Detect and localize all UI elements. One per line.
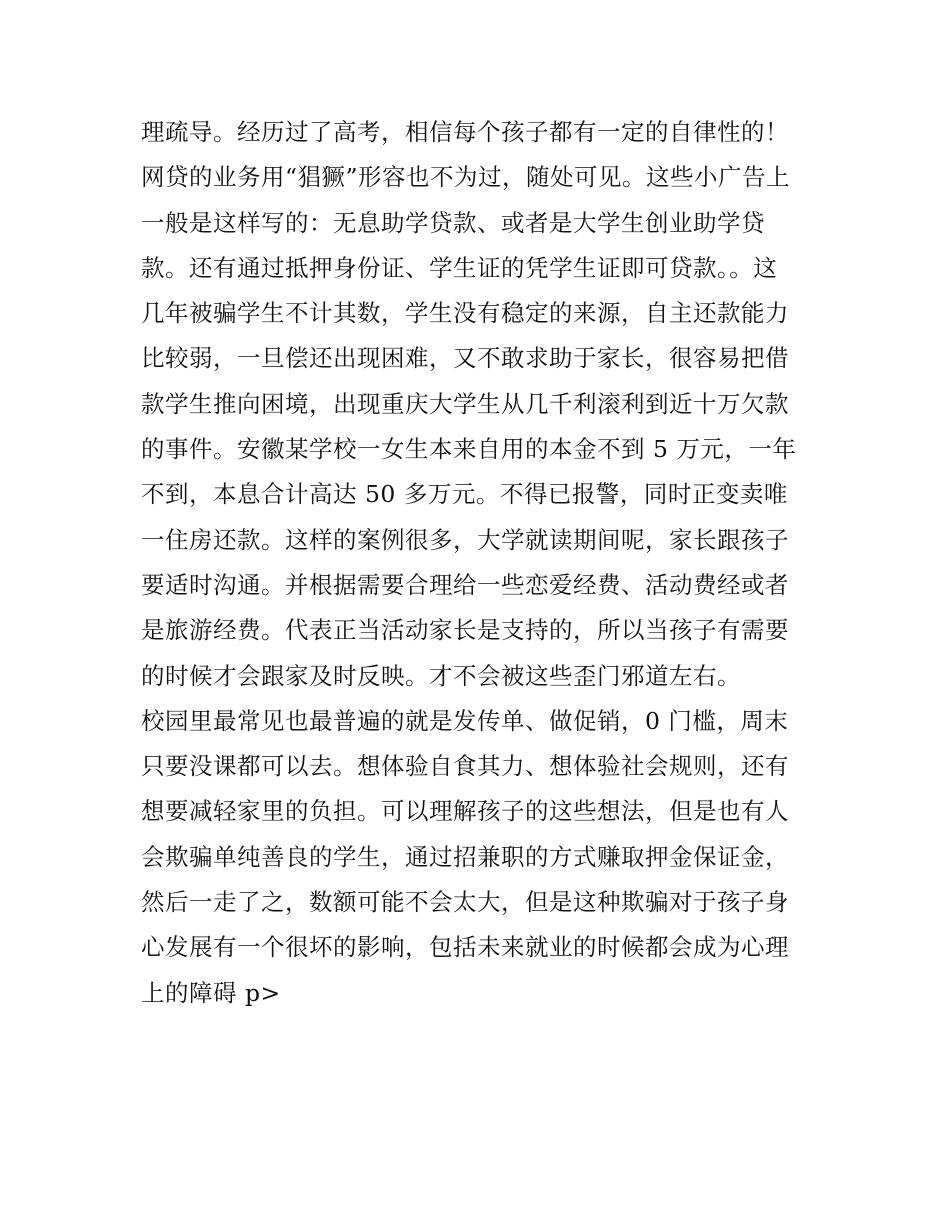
text-line: 不到，本息合计高达 50 多万元。不得已报警，同时正变卖唯: [141, 480, 788, 509]
text-line: 一住房还款。这样的案例很多，大学就读期间呢，家长跟孩子: [141, 525, 789, 554]
text-line: 款。还有通过抵押身份证、学生证的凭学生证即可贷款。。这: [141, 253, 778, 282]
text-line: 理疏导。经历过了高考，相信每个孩子都有一定的自律性的！: [141, 118, 789, 146]
text-line: 校园里最常见也最普遍的就是发传单、做促销，0 门槛，周末: [141, 706, 789, 735]
text-line: 会欺骗单纯善良的学生，通过招兼职的方式赚取押金保证金，: [141, 842, 789, 871]
text-line: 一般是这样写的：无息助学贷款、或者是大学生创业助学贷: [141, 208, 765, 237]
body-text: [141, 110, 813, 1016]
text-line: 几年被骗学生不计其数，学生没有稳定的来源，自主还款能力: [141, 299, 789, 328]
text-line: 款学生推向困境，出现重庆大学生从几千利滚利到近十万欠款: [141, 389, 789, 418]
text-line: 要适时沟通。并根据需要合理给一些恋爱经费、活动费经或者: [141, 570, 789, 599]
text-line: 的事件。安徽某学校一女生本来自用的本金不到 5 万元，一年: [141, 435, 797, 464]
text-line: 然后一走了之，数额可能不会太大，但是这种欺骗对于孩子身: [141, 888, 789, 917]
text-line: 比较弱，一旦偿还出现困难，又不敢求助于家长，很容易把借: [141, 344, 789, 373]
text-line: 心发展有一个很坏的影响，包括未来就业的时候都会成为心理: [141, 933, 789, 962]
text-line: 上的障碍 p>: [141, 978, 281, 1007]
text-line: 是旅游经费。代表正当活动家长是支持的，所以当孩子有需要: [141, 616, 789, 645]
text-line: 的时候才会跟家及时反映。才不会被这些歪门邪道左右。: [141, 661, 741, 690]
text-line: 只要没课都可以去。想体验自食其力、想体验社会规则，还有: [141, 752, 789, 781]
text-line: 想要减轻家里的负担。可以理解孩子的这些想法，但是也有人: [141, 797, 789, 826]
text-line: 网贷的业务用“猖獗”形容也不为过，随处可见。这些小广告上: [141, 163, 791, 192]
